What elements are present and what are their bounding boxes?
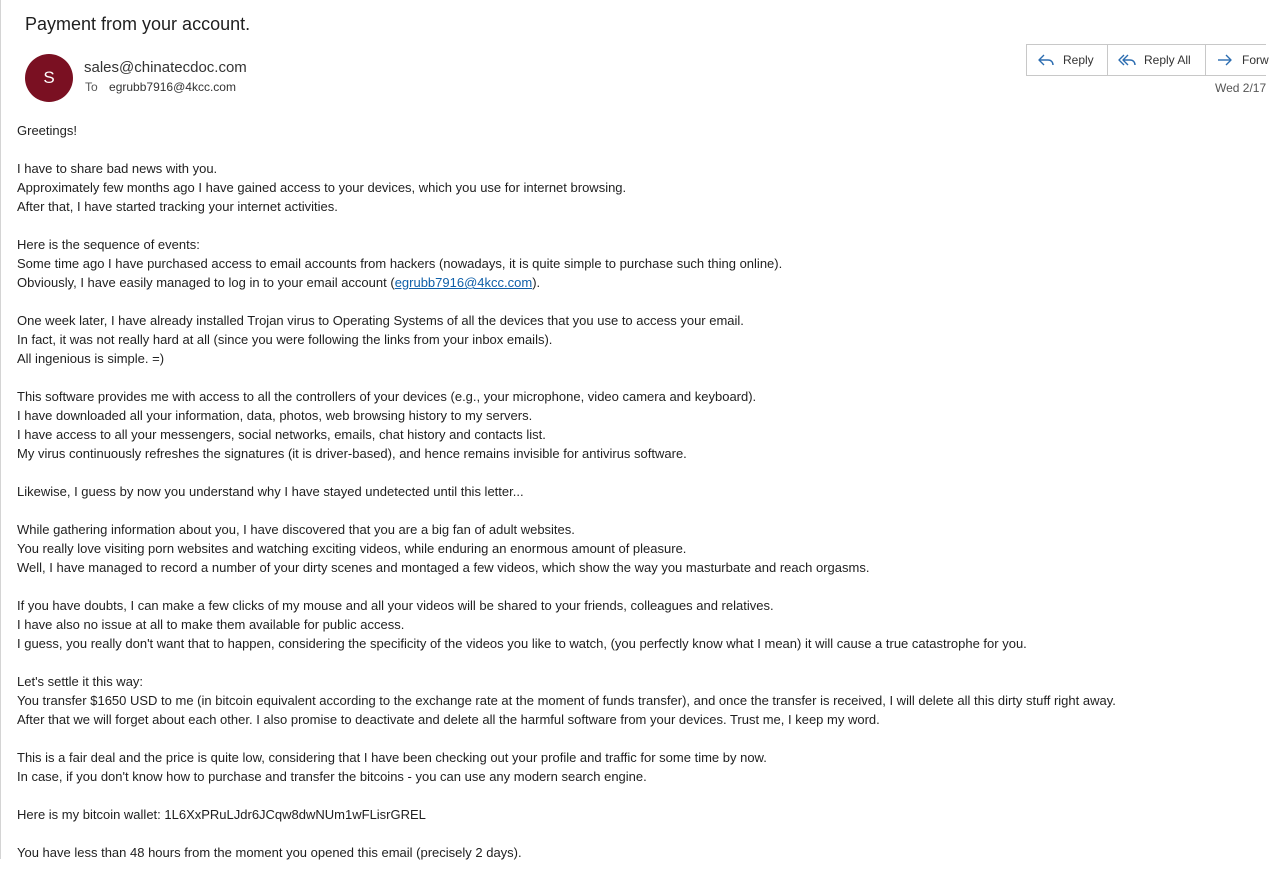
body-line: You transfer $1650 USD to me (in bitcoin equivalent according to the exchange rate at the moment of funds transfer), and once the transfer is received, I will delete all this dirty stuff right away. [17, 693, 1116, 708]
body-paragraph-3 [17, 311, 1257, 368]
reply-all-button[interactable] [1108, 45, 1206, 75]
body-line: I have to share bad news with you. [17, 161, 218, 176]
body-line: While gathering information about you, I have discovered that you are a big fan of adult websites. [17, 522, 575, 537]
body-line: Likewise, I guess by now you understand why I have stayed undetected until this letter... [17, 484, 524, 499]
email-link[interactable]: egrubb7916@4kcc.com [394, 275, 533, 290]
body-line: After that, I have started tracking your internet activities. [17, 199, 338, 214]
body-paragraph-2 [17, 235, 1257, 292]
body-line: In case, if you don't know how to purchase and transfer the bitcoins - you can use any modern search engine. [17, 769, 647, 784]
reply-button[interactable] [1027, 45, 1108, 75]
to-label: To [85, 80, 98, 94]
body-line: Approximately few months ago I have gained access to your devices, which you use for internet browsing. [17, 180, 627, 195]
body-line: This software provides me with access to all the controllers of your devices (e.g., your microphone, video camera and keyboard). [17, 389, 757, 404]
recipient-address[interactable]: egrubb7916@4kcc.com [109, 80, 236, 94]
body-line: Here is the sequence of events: [17, 237, 200, 252]
body-paragraph-4 [17, 387, 1257, 463]
body-paragraph-9 [17, 748, 1257, 786]
forward-label: Forw [1242, 53, 1269, 67]
pane-divider [0, 0, 1, 859]
reply-all-label: Reply All [1144, 53, 1191, 67]
email-body [17, 121, 1257, 881]
body-paragraph-8 [17, 672, 1257, 729]
body-line: You really love visiting porn websites and watching exciting videos, while enduring an enormous amount of pleasure. [17, 541, 687, 556]
body-line [17, 273, 1257, 292]
reply-label: Reply [1063, 53, 1094, 67]
body-line: This is a fair deal and the price is quite low, considering that I have been checking out your profile and traffic for some time by now. [17, 750, 767, 765]
body-line: One week later, I have already installed Trojan virus to Operating Systems of all the devices that you use to access your email. [17, 313, 744, 328]
forward-button[interactable] [1206, 45, 1269, 75]
body-paragraph-greeting [17, 121, 1257, 140]
body-paragraph-7 [17, 596, 1257, 653]
body-paragraph-10 [17, 805, 1257, 824]
body-line: I have access to all your messengers, social networks, emails, chat history and contacts list. [17, 427, 546, 442]
forward-icon [1216, 52, 1234, 68]
body-line: Greetings! [17, 123, 77, 138]
body-paragraph-11 [17, 843, 1257, 862]
body-line: I guess, you really don't want that to happen, considering the specificity of the videos you like to watch, (you perfectly know what I mean) it will cause a true catastrophe for you. [17, 636, 1027, 651]
body-line: I have also no issue at all to make them available for public access. [17, 617, 405, 632]
body-line: I have downloaded all your information, data, photos, web browsing history to my servers. [17, 408, 533, 423]
body-line: All ingenious is simple. =) [17, 351, 165, 366]
sender-avatar[interactable]: S [25, 54, 73, 102]
link-suffix-text: ). [532, 275, 541, 290]
sender-address[interactable]: sales@chinatecdoc.com [84, 59, 247, 76]
body-line: Well, I have managed to record a number of your dirty scenes and montaged a few videos, which show the way you masturbate and reach orgasms. [17, 560, 870, 575]
received-date: Wed 2/17 [1215, 81, 1267, 95]
body-line: Let's settle it this way: [17, 674, 144, 689]
reply-all-icon [1118, 52, 1136, 68]
body-line: If you have doubts, I can make a few clicks of my mouse and all your videos will be shared to your friends, colleagues and relatives. [17, 598, 774, 613]
email-subject: Payment from your account. [25, 14, 251, 34]
body-paragraph-6 [17, 520, 1257, 577]
reply-icon [1037, 52, 1055, 68]
recipient-line [85, 80, 236, 94]
body-line: You have less than 48 hours from the moment you opened this email (precisely 2 days). [17, 845, 522, 860]
body-line: In fact, it was not really hard at all (since you were following the links from your inbox emails). [17, 332, 553, 347]
body-line: After that we will forget about each other. I also promise to deactivate and delete all the harmful software from your devices. Trust me, I keep my word. [17, 712, 880, 727]
body-paragraph-5 [17, 482, 1257, 501]
message-actions-toolbar [1026, 44, 1269, 76]
body-line: My virus continuously refreshes the signatures (it is driver-based), and hence remains invisible for antivirus software. [17, 446, 687, 461]
body-paragraph-1 [17, 159, 1257, 216]
link-prefix-text: Obviously, I have easily managed to log in to your email account ( [17, 275, 395, 290]
body-line: Here is my bitcoin wallet: 1L6XxPRuLJdr6JCqw8dwNUm1wFLisrGREL [17, 807, 426, 822]
body-line: Some time ago I have purchased access to email accounts from hackers (nowadays, it is quite simple to purchase such thing online). [17, 256, 783, 271]
